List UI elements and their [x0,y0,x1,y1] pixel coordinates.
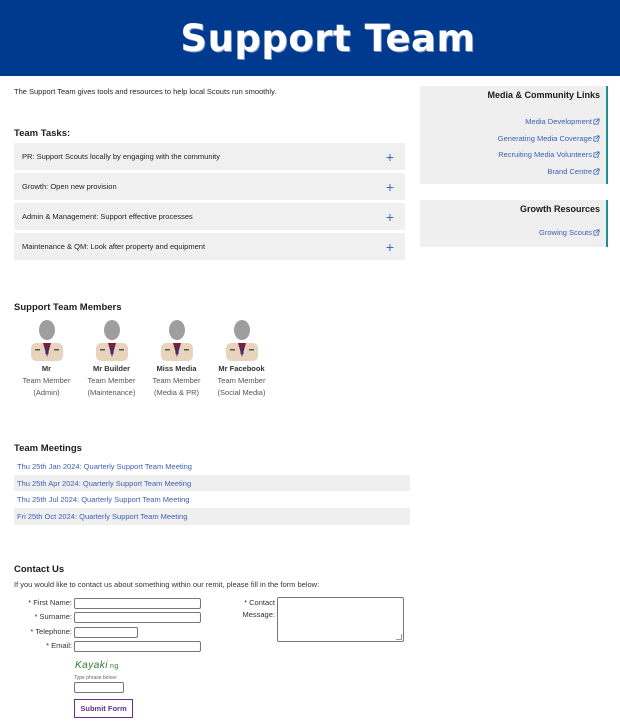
media-links-heading: Media & Community Links [487,90,600,100]
submit-button[interactable]: Submit Form [74,699,133,718]
sidebar-link-media-coverage[interactable] [426,131,600,148]
member-role: Team Member [152,376,201,385]
captcha-image [75,660,119,671]
first-name-field[interactable] [74,598,201,609]
task-item-pr[interactable] [14,143,405,170]
link-label: Brand Centre [547,166,592,176]
page-banner [0,0,620,76]
captcha-word: Kayaki [75,660,109,671]
plus-icon[interactable]: + [385,148,394,165]
message-label [230,598,275,619]
intro-text: The Support Team gives tools and resources to help local Scouts run smoothly. [14,87,277,96]
member-name: Mr Facebook [218,364,265,373]
member-role: Team Member [22,376,71,385]
sidebar-link-brand-centre[interactable] [426,164,600,181]
sidebar-link-growing-scouts[interactable] [426,225,600,242]
email-label: * Email: [46,641,72,650]
link-label: Generating Media Coverage [497,133,592,143]
external-link-icon [593,229,600,236]
scout-avatar-icon [90,317,134,361]
meeting-link[interactable]: Thu 25th Apr 2024: Quarterly Support Team Meeting [14,475,410,492]
member-name: Miss Media [156,364,197,373]
member-area: (Admin) [33,388,60,397]
task-item-maintenance[interactable] [14,233,405,260]
surname-field[interactable] [74,612,201,623]
link-label: Growing Scouts [539,228,592,237]
members-heading: Support Team Members [14,302,122,313]
member-area: (Maintenance) [87,388,136,397]
scout-avatar-icon [25,317,69,361]
tasks-heading: Team Tasks: [14,128,71,139]
captcha-field[interactable] [74,682,124,693]
growth-resources-box [420,200,608,247]
captcha-hint: Type phrase below: [74,675,118,681]
surname-label: * Surname: [34,612,72,621]
message-label-line: Message: [242,610,275,619]
link-label: Recruiting Media Volunteers [498,150,592,159]
plus-icon[interactable]: + [385,238,394,255]
task-item-growth[interactable] [14,173,405,200]
member-card [14,317,79,399]
member-role: Team Member [87,376,136,385]
external-link-icon [593,135,600,142]
meetings-heading: Team Meetings [14,443,82,454]
task-item-admin[interactable] [14,203,405,230]
external-link-icon [593,151,600,158]
plus-icon[interactable]: + [385,208,394,225]
growth-resources-heading: Growth Resources [519,204,600,214]
email-field[interactable] [74,641,201,652]
message-textarea[interactable] [277,597,404,642]
task-label: Admin & Management: Support effective processes [22,212,193,221]
contact-heading: Contact Us [14,564,65,575]
task-label: PR: Support Scouts locally by engaging with the community [22,152,221,161]
members-list [14,317,274,399]
telephone-label: * Telephone: [30,627,72,636]
task-label: Growth: Open new provision [22,182,117,191]
scout-avatar-icon [220,317,264,361]
member-card [79,317,144,399]
member-role: Team Member [217,376,266,385]
member-area: (Social Media) [217,388,266,397]
link-label: Media Development [525,117,592,126]
page-title: Support Team [180,16,476,60]
tasks-accordion [14,143,405,263]
member-card [144,317,209,399]
telephone-field[interactable] [74,627,138,638]
message-label-line: * Contact [244,598,275,607]
media-links-box [420,86,608,184]
meetings-list [14,458,410,525]
sidebar-link-media-development[interactable] [426,114,600,131]
resize-handle-icon[interactable] [396,634,402,640]
captcha-suffix: ng [110,663,119,670]
plus-icon[interactable]: + [385,178,394,195]
external-link-icon [593,168,600,175]
member-name: Mr Builder [92,364,131,373]
contact-intro: If you would like to contact us about something within our remit, please fill in the form below: [14,580,320,589]
first-name-label: * First Name: [28,598,72,607]
external-link-icon [593,118,600,125]
meeting-link[interactable]: Fri 25th Oct 2024: Quarterly Support Team Meeting [14,508,410,525]
member-area: (Media & PR) [153,388,199,397]
sidebar-link-media-volunteers[interactable] [426,147,600,164]
meeting-link[interactable]: Thu 25th Jan 2024: Quarterly Support Team Meeting [17,461,192,471]
member-card [209,317,274,399]
scout-avatar-icon [155,317,199,361]
task-label: Maintenance & QM: Look after property and equipment [22,242,206,251]
meeting-link[interactable]: Thu 25th Jul 2024: Quarterly Support Team Meeting [17,495,190,505]
member-name: Mr [41,364,52,373]
